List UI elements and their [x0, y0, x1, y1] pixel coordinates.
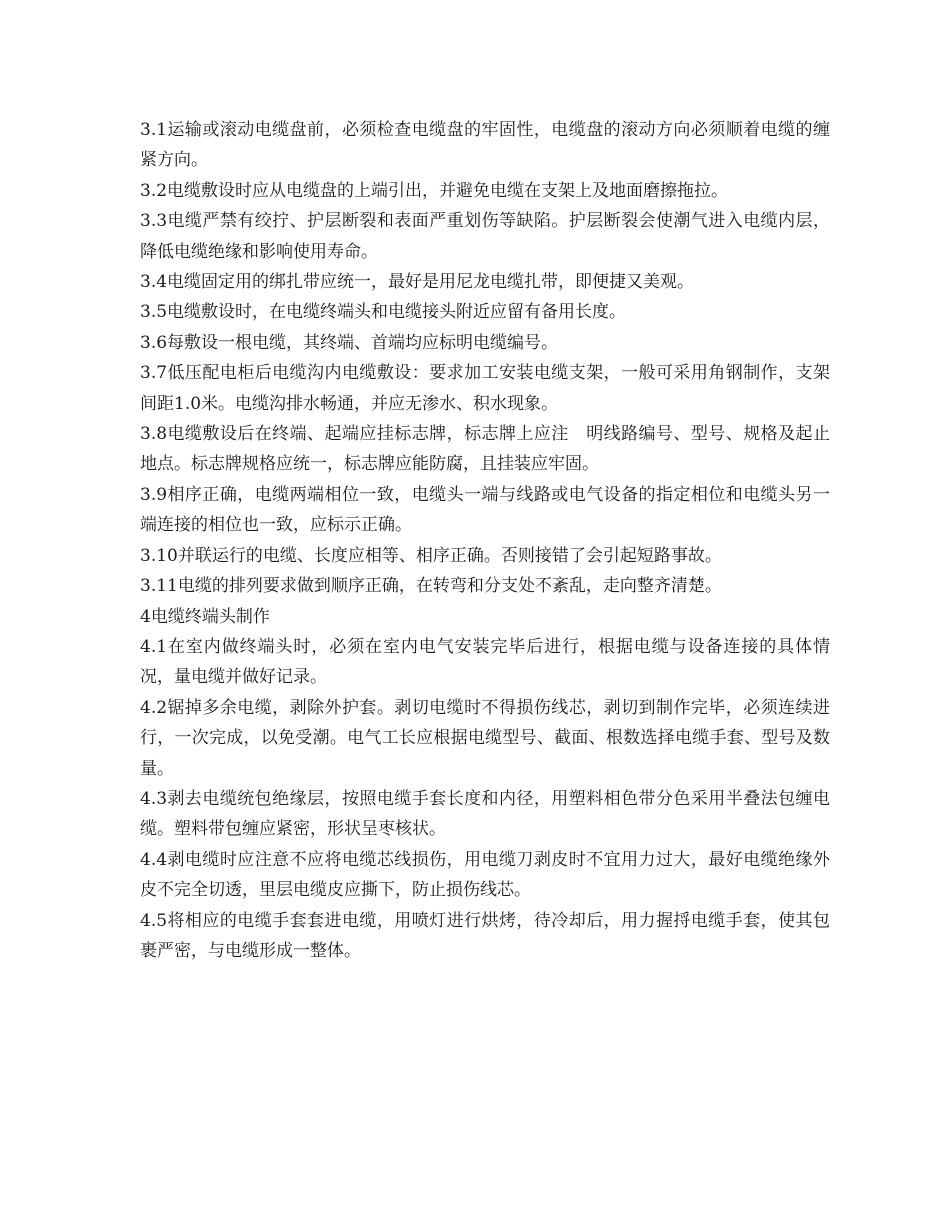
paragraph-3-10: 3.10并联运行的电缆、长度应相等、相序正确。否则接错了会引起短路事故。 [140, 545, 722, 566]
paragraph-3-9: 3.9相序正确，电缆两端相位一致，电缆头一端与线路或电气设备的指定相位和电缆头另一端连接的相位也一致，应标示正确。 [140, 484, 830, 536]
document-body [140, 115, 830, 966]
paragraph-3-4: 3.4电缆固定用的绑扎带应统一，最好是用尼龙电缆扎带，即便捷又美观。 [140, 272, 695, 293]
paragraph-3-6: 3.6每敷设一根电缆，其终端、首端均应标明电缆编号。 [140, 332, 559, 353]
paragraph-3-3: 3.3电缆严禁有绞拧、护层断裂和表面严重划伤等缺陷。护层断裂会使潮气进入电缆内层，降低电缆绝缘和影响使用寿命。 [140, 211, 830, 262]
section-heading-4: 4电缆终端头制作 [140, 606, 270, 627]
paragraph-3-2: 3.2电缆敷设时应从电缆盘的上端引出，并避免电缆在支架上及地面磨擦拖拉。 [140, 180, 729, 201]
paragraph-3-8: 3.8电缆敷设后在终端、起端应挂标志牌，标志牌上应注 明线路编号、型号、规格及起止地点。标志牌规格应统一，标志牌应能防腐，且挂装应牢固。 [140, 424, 830, 475]
paragraph-3-7: 3.7低压配电柜后电缆沟内电缆敷设：要求加工安装电缆支架，一般可采用角钢制作，支架间距1.0米。电缆沟排水畅通，并应无渗水、积水现象。 [140, 363, 830, 414]
paragraph-4-2: 4.2锯掉多余电缆，剥除外护套。剥切电缆时不得损伤线芯，剥切到制作完毕，必须连续进行，一次完成，以免受潮。电气工长应根据电缆型号、截面、根数选择电缆手套、型号及数量。 [140, 697, 830, 779]
paragraph-4-5: 4.5将相应的电缆手套套进电缆，用喷灯进行烘烤，待冷却后，用力握捋电缆手套，使其包裹严密，与电缆形成一整体。 [140, 910, 830, 961]
paragraph-4-4: 4.4剥电缆时应注意不应将电缆芯线损伤，用电缆刀剥皮时不宜用力过大，最好电缆绝缘外皮不完全切透，里层电缆皮应撕下，防止损伤线芯。 [140, 849, 830, 901]
paragraph-3-11: 3.11电缆的排列要求做到顺序正确，在转弯和分支处不紊乱，走向整齐清楚。 [140, 576, 722, 597]
paragraph-3-5: 3.5电缆敷设时，在电缆终端头和电缆接头附近应留有备用长度。 [140, 302, 627, 323]
paragraph-4-3: 4.3剥去电缆统包绝缘层，按照电缆手套长度和内径，用塑料相色带分色采用半叠法包缠电缆。塑料带包缠应紧密，形状呈枣核状。 [140, 788, 830, 840]
paragraph-4-1: 4.1在室内做终端头时，必须在室内电气安装完毕后进行，根据电缆与设备连接的具体情况，量电缆并做好记录。 [140, 636, 830, 688]
paragraph-3-1: 3.1运输或滚动电缆盘前，必须检查电缆盘的牢固性，电缆盘的滚动方向必须顺着电缆的缠紧方向。 [140, 120, 830, 171]
